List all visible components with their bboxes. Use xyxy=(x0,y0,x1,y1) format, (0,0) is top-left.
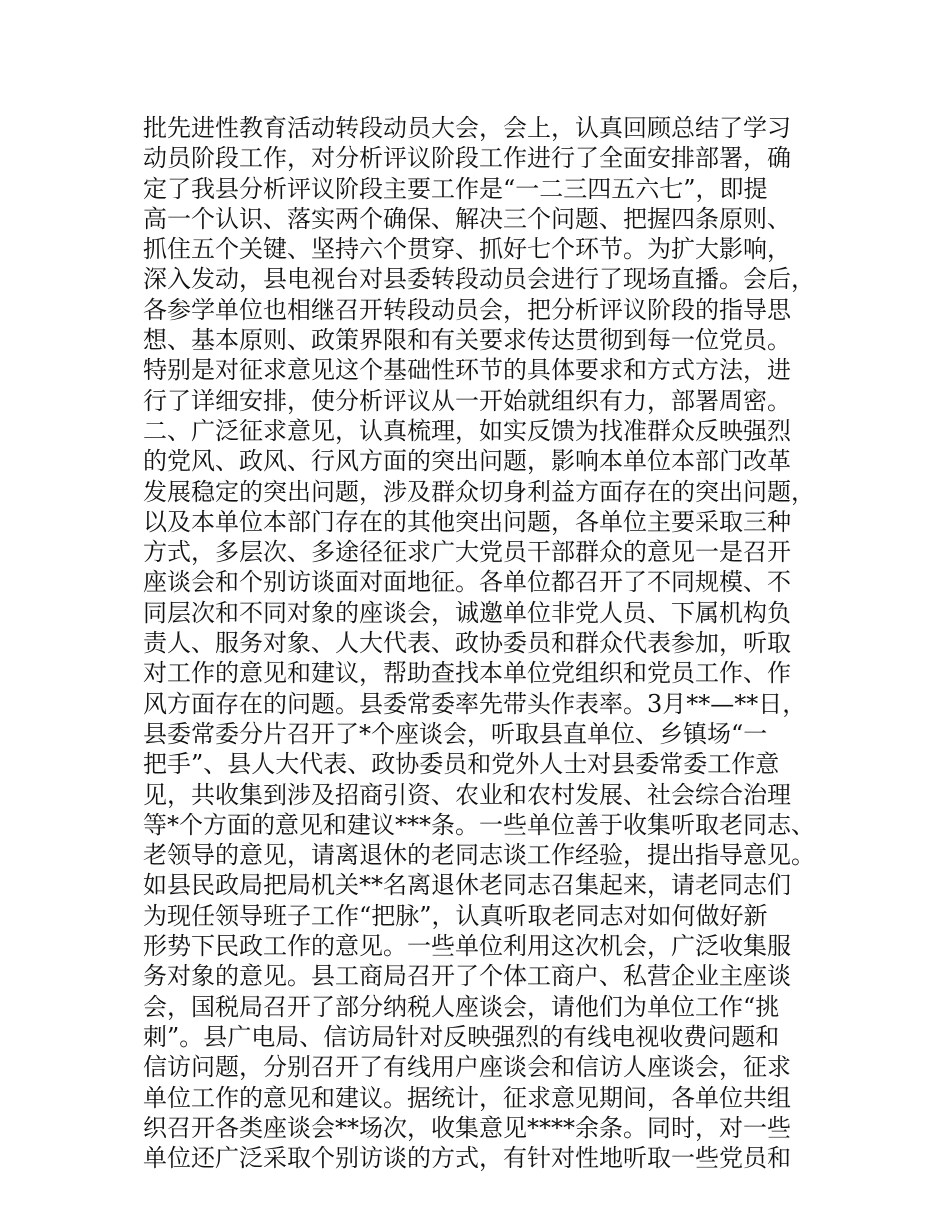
text-line: 定了我县分析评议阶段主要工作是“一二三四五六七”，即提 xyxy=(143,174,768,203)
text-line: 二、广泛征求意见，认真梳理，如实反馈为找准群众反映强烈 xyxy=(143,416,791,445)
text-line: 信访问题，分别召开了有线用户座谈会和信访人座谈会，征求 xyxy=(143,1053,791,1082)
text-line: 风方面存在的问题。县委常委率先带头作表率。3月**—**日， xyxy=(143,689,807,718)
text-line: 见，共收集到涉及招商引资、农业和农村发展、社会综合治理 xyxy=(143,780,791,809)
body-text xyxy=(143,113,823,1173)
text-line: 方式，多层次、多途径征求广大党员干部群众的意见一是召开 xyxy=(143,538,791,567)
text-line: 县委常委分片召开了*个座谈会，听取县直单位、乡镇场“一 xyxy=(143,719,768,748)
text-line: 同层次和不同对象的座谈会，诚邀单位非党人员、下属机构负 xyxy=(143,598,791,627)
text-line: 会，国税局召开了部分纳税人座谈会，请他们为单位工作“挑 xyxy=(143,992,780,1021)
text-line: 如县民政局把局机关**名离退休老同志召集起来，请老同志们 xyxy=(143,871,791,900)
text-line: 老领导的意见，请离退休的老同志谈工作经验，提出指导意见。 xyxy=(143,841,815,870)
text-line: 等*个方面的意见和建议***条。一些单位善于收集听取老同志、 xyxy=(143,810,815,839)
text-line: 动员阶段工作，对分析评议阶段工作进行了全面安排部署，确 xyxy=(143,144,791,173)
text-line: 把手”、县人大代表、政协委员和党外人士对县委常委工作意 xyxy=(143,750,780,779)
text-line: 高一个认识、落实两个确保、解决三个问题、把握四条原则、 xyxy=(143,204,791,233)
text-line: 织召开各类座谈会**场次，收集意见****余条。同时，对一些 xyxy=(143,1113,791,1142)
text-line: 责人、服务对象、人大代表、政协委员和群众代表参加，听取 xyxy=(143,629,791,658)
text-line: 发展稳定的突出问题，涉及群众切身利益方面存在的突出问题， xyxy=(143,477,815,506)
text-line: 以及本单位本部门存在的其他突出问题，各单位主要采取三种 xyxy=(143,507,791,536)
text-line: 抓住五个关键、坚持六个贯穿、抓好七个环节。为扩大影响， xyxy=(143,235,791,264)
text-line: 单位还广泛采取个别访谈的方式，有针对性地听取一些党员和 xyxy=(143,1144,791,1173)
text-line: 刺”。县广电局、信访局针对反映强烈的有线电视收费问题和 xyxy=(143,1022,780,1051)
text-line: 形势下民政工作的意见。一些单位利用这次机会，广泛收集服 xyxy=(143,932,791,961)
text-line: 批先进性教育活动转段动员大会，会上，认真回顾总结了学习 xyxy=(143,114,791,142)
text-line: 单位工作的意见和建议。据统计，征求意见期间，各单位共组 xyxy=(143,1083,791,1112)
text-line: 的党风、政风、行风方面的突出问题，影响本单位本部门改革 xyxy=(143,447,791,476)
text-line: 对工作的意见和建议，帮助查找本单位党组织和党员工作、作 xyxy=(143,659,791,688)
text-line: 想、基本原则、政策界限和有关要求传达贯彻到每一位党员。 xyxy=(143,326,791,355)
text-line: 座谈会和个别访谈面对面地征。各单位都召开了不同规模、不 xyxy=(143,568,791,597)
text-line: 行了详细安排，使分析评议从一开始就组织有力，部署周密。 xyxy=(143,386,791,415)
text-line: 各参学单位也相继召开转段动员会，把分析评议阶段的指导思 xyxy=(143,295,791,324)
text-line: 为现任领导班子工作“把脉”，认真听取老同志对如何做好新 xyxy=(143,901,768,930)
text-line: 特别是对征求意见这个基础性环节的具体要求和方式方法，进 xyxy=(143,356,791,385)
text-line: 深入发动，县电视台对县委转段动员会进行了现场直播。会后， xyxy=(143,265,815,294)
text-line: 务对象的意见。县工商局召开了个体工商户、私营企业主座谈 xyxy=(143,962,791,991)
